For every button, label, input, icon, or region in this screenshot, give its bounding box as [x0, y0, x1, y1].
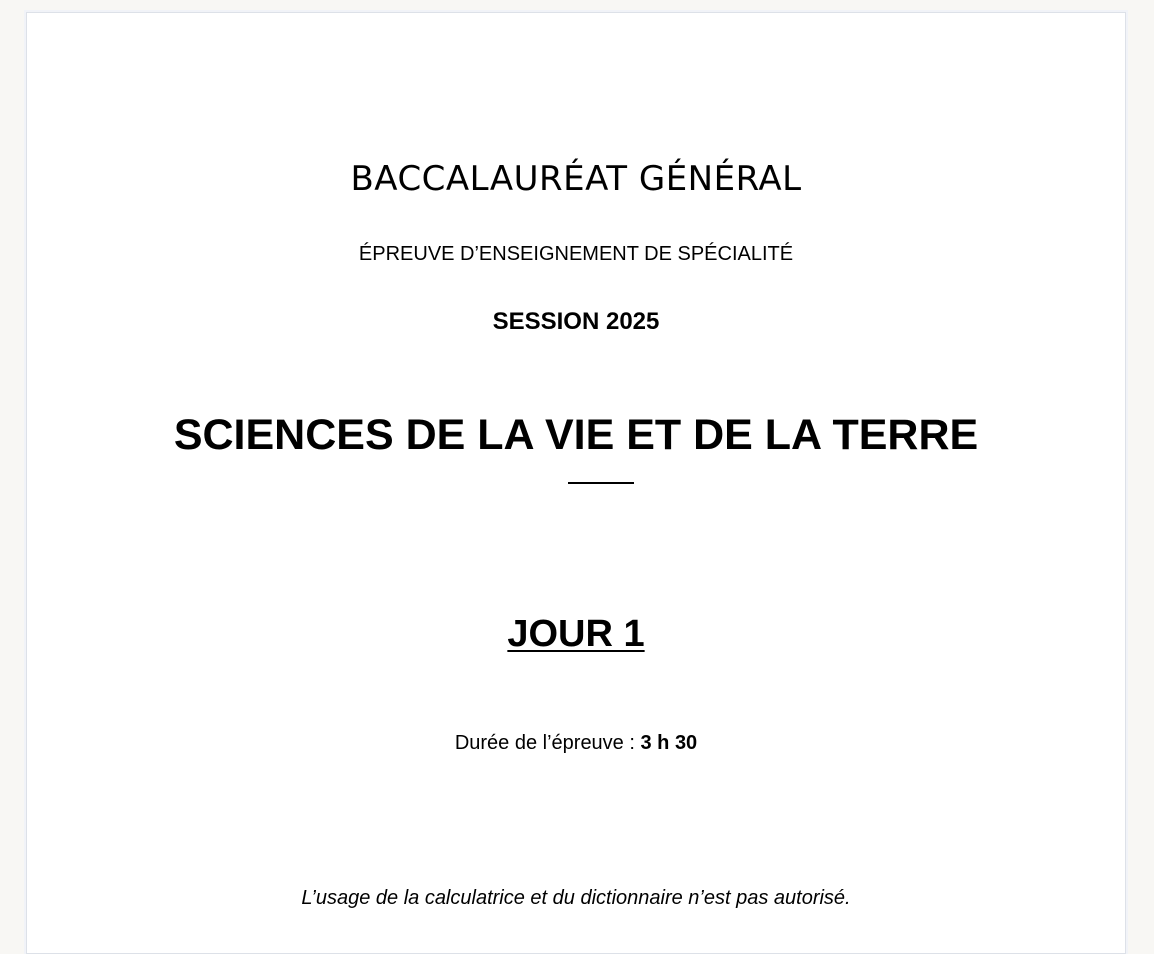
- exam-type: ÉPREUVE D’ENSEIGNEMENT DE SPÉCIALITÉ: [358, 243, 794, 265]
- session: SESSION 2025: [492, 308, 660, 335]
- separator-rule: [568, 482, 634, 484]
- duration: [27, 732, 1125, 755]
- subject-title: SCIENCES DE LA VIE ET DE LA TERRE: [173, 411, 979, 459]
- calculator-notice: L’usage de la calculatrice et du dictionnaire n’est pas autorisé.: [301, 887, 851, 909]
- day-heading: JOUR 1: [507, 613, 645, 655]
- duration-label: Durée de l’épreuve :: [454, 732, 635, 754]
- duration-value: 3 h 30: [640, 732, 698, 754]
- exam-title: BACCALAURÉAT GÉNÉRAL: [350, 159, 802, 199]
- document-page: [26, 12, 1126, 954]
